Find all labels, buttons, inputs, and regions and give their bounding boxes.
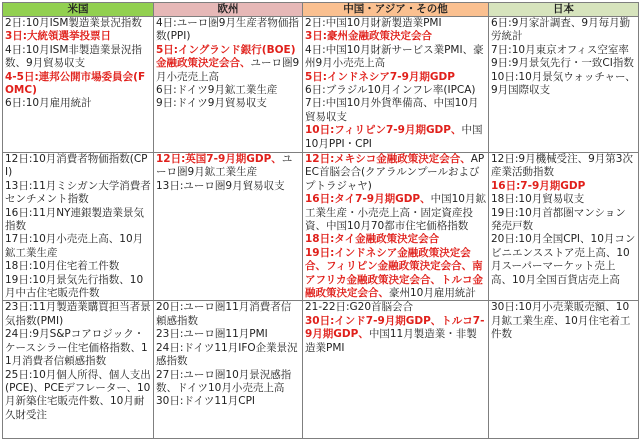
event-entry <box>156 44 300 84</box>
event-entry <box>491 233 636 287</box>
event-text: 18日:10月貿易収支 <box>491 193 585 206</box>
highlighted-event-text: 16日:タイ7-9月期GDP、 <box>305 193 431 206</box>
event-text: 4日:中国10月財新サービス業PMI、豪州9月小売売上高 <box>305 43 484 70</box>
header-china-asia-other: 中国・アジア・その他 <box>303 3 489 17</box>
event-text: 12日:9月機械受注、9月第3次産業活動指数 <box>491 153 633 179</box>
event-text: 21-22日:G20首脳会合 <box>305 301 414 314</box>
highlighted-event-text: 12日:メキシコ金融政策決定会合、 <box>305 153 471 165</box>
highlighted-event-text: 30日:インド7-9月期GDP、トルコ7-9月期GDP、 <box>305 314 485 341</box>
event-text: 27日:ユーロ圏10月景況感指数、ドイツ10月小売売上高 <box>156 368 292 394</box>
event-text: 9日:ドイツ9月貿易収支 <box>156 97 267 110</box>
event-text: 23日:ユーロ圏11月PMI <box>156 328 268 341</box>
cell-china-asia-other <box>303 153 489 301</box>
cell-us <box>3 153 154 301</box>
highlighted-event-text: 12日:英国7-9月期GDP、 <box>156 153 282 165</box>
cell-us <box>3 301 154 439</box>
event-text: 30日:10月小売業販売額、10月鉱工業生産、10月住宅着工件数 <box>491 301 631 341</box>
event-entry <box>491 180 636 193</box>
event-entry <box>156 17 300 44</box>
event-text: 13日:ユーロ圏9月貿易収支 <box>156 179 285 192</box>
event-entry <box>5 153 151 180</box>
event-entry <box>305 17 486 30</box>
cell-japan <box>489 17 639 153</box>
event-entry <box>491 193 636 206</box>
event-entry <box>491 207 636 234</box>
event-text: 4日:10月ISM非製造業景況指数、9月貿易収支 <box>5 43 142 70</box>
cell-europe <box>154 301 303 439</box>
cell-europe <box>154 17 303 153</box>
event-text: ユーロ圏9月鉱工業生産 <box>156 153 293 179</box>
event-text: 19日:10月首都圏マンション発売戸数 <box>491 206 626 233</box>
event-entry <box>305 97 486 124</box>
event-text: APEC首脳会合(クアラルンプールおよびプトラジャヤ) <box>305 153 485 192</box>
event-text: 12日:10月消費者物価指数(CPI) <box>5 153 148 179</box>
event-entry <box>5 30 151 43</box>
event-entry <box>305 233 486 246</box>
header-us: 米国 <box>3 3 154 17</box>
event-entry <box>156 342 300 369</box>
event-text: 13日:11月ミシガン大学消費者センチメント指数 <box>5 179 151 206</box>
event-entry <box>491 57 636 70</box>
event-entry <box>305 84 486 97</box>
event-text: 24日:9月S&Pコアロジック・ケースシラー住宅価格指数、11月消費者信頼感指数 <box>5 328 148 368</box>
table-row <box>3 17 639 153</box>
event-text: 中国10月PPI・CPI <box>305 124 483 150</box>
economic-calendar-table <box>2 2 639 439</box>
event-entry <box>156 180 300 193</box>
event-text: 6日:9月家計調査、9月毎月勤労統計 <box>491 17 631 43</box>
highlighted-event-text: 18日:タイ金融政策決定会合 <box>305 233 440 246</box>
event-entry <box>5 207 151 234</box>
event-text: 19日:10月景気先行指数、10月中古住宅販売件数 <box>5 273 144 300</box>
cell-europe <box>154 153 303 301</box>
event-entry <box>5 260 151 273</box>
event-text: 23日:11月製造業購買担当者景気指数(PMI) <box>5 301 151 327</box>
event-entry <box>156 369 300 396</box>
event-text: 17日:10月小売売上高、10月鉱工業生産 <box>5 233 144 259</box>
table-row <box>3 301 639 439</box>
event-text: 中国10月鉱工業生産・小売売上高・固定資産投資、中国10月70都市住宅価格指数 <box>305 193 486 233</box>
event-text: 2日:中国10月財新製造業PMI <box>305 17 442 29</box>
event-entry <box>156 84 300 97</box>
event-entry <box>5 301 151 328</box>
event-entry <box>305 193 486 233</box>
event-entry <box>156 301 300 328</box>
event-text: 4日:ユーロ圏9月生産者物価指数(PPI) <box>156 17 299 43</box>
event-entry <box>5 274 151 301</box>
event-entry <box>491 301 636 341</box>
event-entry <box>491 44 636 57</box>
header-row <box>3 3 639 17</box>
event-text: 中国11月製造業・非製造業PMI <box>305 328 477 354</box>
event-entry <box>156 395 300 408</box>
event-entry <box>305 301 486 314</box>
table-row <box>3 153 639 301</box>
event-text: 6日:ブラジル10月インフレ率(IPCA) <box>305 84 476 97</box>
event-text: 7日:10月東京オフィス空室率 <box>491 43 629 56</box>
event-entry <box>305 153 486 193</box>
event-text: 6日:10月雇用統計 <box>5 97 92 110</box>
event-text: 20日:ユーロ圏11月消費者信頼感指数 <box>156 301 292 327</box>
highlighted-event-text: 16日:7-9月期GDP <box>491 179 586 192</box>
header-japan: 日本 <box>489 3 639 17</box>
event-text: 18日:10月住宅着工件数 <box>5 260 120 273</box>
highlighted-event-text: 10日:フィリピン7-9月期GDP、 <box>305 124 462 137</box>
header-europe: 欧州 <box>154 3 303 17</box>
highlighted-event-text: 3日:豪州金融政策決定会合 <box>305 30 433 43</box>
event-text: 24日:ドイツ11月IFO企業景況感指数 <box>156 341 298 368</box>
event-entry <box>5 233 151 260</box>
event-text: 2日:10月ISM製造業景況指数 <box>5 17 142 29</box>
event-text: 16日:11月NY連銀製造業景気指数 <box>5 206 145 233</box>
event-entry <box>5 369 151 423</box>
event-entry <box>5 71 151 98</box>
cell-japan <box>489 301 639 439</box>
event-entry <box>5 97 151 110</box>
event-text: 6日:ドイツ9月鉱工業生産 <box>156 84 278 97</box>
event-entry <box>5 17 151 30</box>
cell-china-asia-other <box>303 17 489 153</box>
event-entry <box>5 44 151 71</box>
event-text: 20日:10月全国CPI、10月コンビニエンスストア売上高、10月スーパーマーケット売上高、10月全国百貨店売上高 <box>491 233 636 286</box>
event-entry <box>305 30 486 43</box>
event-entry <box>491 17 636 44</box>
cell-japan <box>489 153 639 301</box>
event-text: 30日:ドイツ11月CPI <box>156 395 255 408</box>
event-entry <box>305 247 486 301</box>
cell-us <box>3 17 154 153</box>
event-entry <box>305 124 486 151</box>
event-entry <box>491 71 636 98</box>
event-text: 25日:10月個人所得、個人支出(PCE)、PCEデフレーター、10月新築住宅販売件数、10月耐久財受注 <box>5 368 151 421</box>
event-text: 豪州10月雇用統計 <box>389 287 476 300</box>
event-entry <box>156 97 300 110</box>
highlighted-event-text: 5日:イングランド銀行(BOE)金融政策決定会合、 <box>156 43 296 70</box>
event-entry <box>156 153 300 180</box>
event-text: 7日:中国10月外貨準備高、中国10月貿易収支 <box>305 97 479 123</box>
event-entry <box>305 315 486 355</box>
event-entry <box>305 71 486 84</box>
event-entry <box>5 180 151 207</box>
highlighted-event-text: 5日:インドネシア7-9月期GDP <box>305 70 455 83</box>
highlighted-event-text: 4-5日:連邦公開市場委員会(FOMC) <box>5 70 146 97</box>
event-text: ユーロ圏9月小売売上高 <box>156 57 300 83</box>
event-text: 9日:9月景気先行・一致CI指数 <box>491 57 634 70</box>
event-entry <box>491 153 636 180</box>
event-entry <box>156 328 300 341</box>
cell-china-asia-other <box>303 301 489 439</box>
highlighted-event-text: 3日:大統領選挙投票日 <box>5 30 112 43</box>
highlighted-event-text: 19日:インドネシア金融政策決定会合、フィリピン金融政策決定会合、南アフリカ金融政策決定会合、トルコ金融政策決定会合、 <box>305 246 483 300</box>
event-text: 10日:10月景気ウォッチャー、9月国際収支 <box>491 70 636 97</box>
event-entry <box>5 328 151 368</box>
event-entry <box>305 44 486 71</box>
